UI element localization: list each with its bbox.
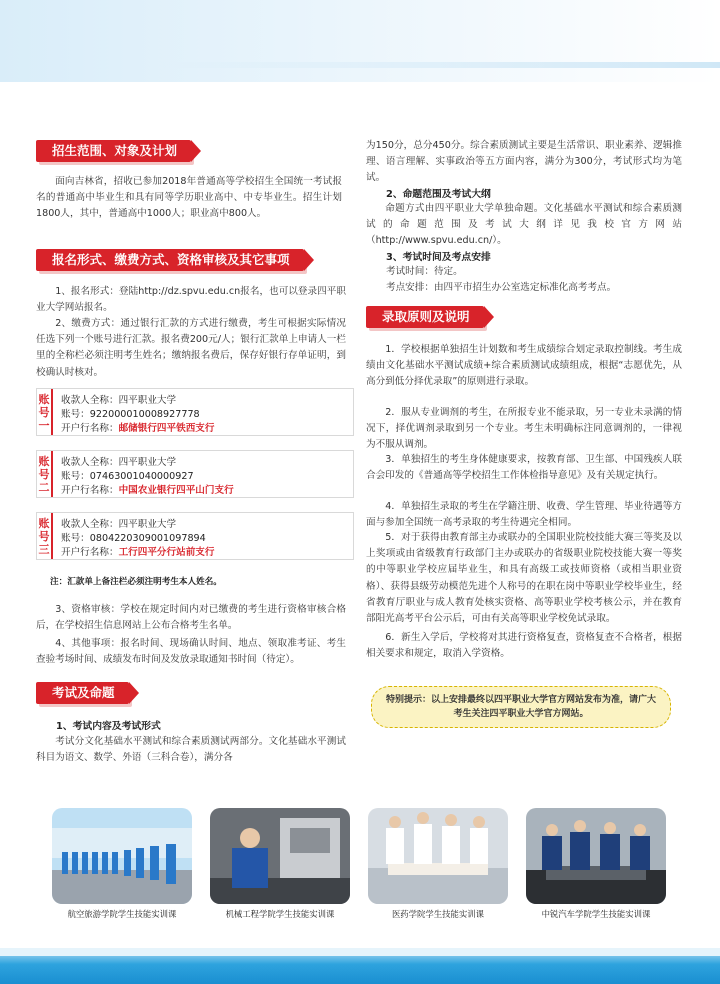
- number-label: 账号：: [61, 409, 90, 420]
- bottom-decorative-band: [0, 948, 720, 984]
- admission-item-5: 5．对于获得由教育部主办或联办的全国职业院校技能大赛三等奖及以上奖项或由省级教育行政部门主办或联办的省级职业院校技能大赛一等奖的中等职业学校应届毕业生，和具有高级工或技师资格（或相当职业资格）、获得县级劳动模范先进个人称号的在职在岗中等职业学校毕业生，经省教育厅职业与成人教育处核实资格、高等职业学校考核公示，并在教育部阳光高考平台公示后，可由有关高等职业学校免试录取。: [366, 532, 682, 625]
- account-payee: [61, 516, 176, 530]
- special-notice-box: 特别提示：以上安排最终以四平职业大学官方网站发布为准，请广大考生关注四平职业大学官方网站。: [371, 686, 671, 728]
- admission-item-3: 3．单独招生的考生身体健康要求，按教育部、卫生部、中国残疾人联合会印发的《普通高等学校招生工作体检指导意见》及有关规定执行。: [366, 454, 682, 482]
- photo-icon: [368, 808, 508, 904]
- scope-text: 面向吉林省，招收已参加2018年普通高等学校招生全国统一考试报名的普通高中毕业生和具有同等学历职业高中、中专毕业生。招生计划1800人，其中，普通高中1000人；职业高中800人。: [36, 176, 342, 220]
- reg-paragraph-2: 2、缴费方式：通过银行汇款的方式进行缴费，考生可根据实际情况任选下列一个账号进行汇款。报名费200元/人；银行汇款单上申请人一栏里的全称栏必须注明考生姓名；缴纳报名费后，保存好银行存单证明，到校确认时核对。: [36, 318, 346, 378]
- number-value: 922000010008927778: [89, 409, 200, 420]
- bank-value: 工行四平分行站前支行: [118, 547, 215, 558]
- bank-label: 开户行名称：: [61, 485, 119, 496]
- exam-time: 考试时间：待定。: [386, 266, 463, 277]
- reg-paragraph-4: 4、其他事项：报名时间、现场确认时间、地点、领取准考证、考生查验考场时间、成绩发布时间及发放录取通知书时间（待定）。: [36, 638, 346, 666]
- account-box-2: [36, 450, 354, 498]
- section-title-registration: 报名形式、缴费方式、资格审核及其它事项: [36, 249, 304, 271]
- photo-caption-mechanical: 机械工程学院学生技能实训课: [225, 909, 335, 919]
- photo-caption-automotive: 中锐汽车学院学生技能实训课: [541, 909, 651, 919]
- section-title-exam: 考试及命题: [36, 682, 129, 704]
- top-stripe: [160, 62, 720, 68]
- reg-paragraph-1: 1、报名形式：登陆http://dz.spvu.edu.cn报名，也可以登录四平职业大学网站报名。: [36, 286, 346, 314]
- payee-value: 四平职业大学: [118, 519, 177, 530]
- number-label: 账号：: [61, 471, 90, 482]
- reg-paragraph-3: 3、资格审核：学校在规定时间内对已缴费的考生进行资格审核合格后，在学校招生信息网站上公布合格考生名单。: [36, 604, 346, 632]
- exam-paragraph-1-continued: 为150分，总分450分。综合素质测试主要是生活常识、职业素养、逻辑推理、语言理解、实事政治等五方面内容，满分为300分，考试形式均为笔试。: [366, 140, 682, 184]
- photo-caption-medical: 医药学院学生技能实训课: [391, 909, 485, 919]
- photo-icon: [526, 808, 666, 904]
- payee-value: 四平职业大学: [118, 457, 177, 468]
- bottom-band-highlight: [0, 948, 720, 956]
- bank-value: 邮储银行四平铁西支行: [118, 423, 215, 434]
- account-number: [61, 468, 194, 482]
- exam-subheading-2: 2、命题范围及考试大纲: [386, 189, 491, 200]
- account-box-3: [36, 512, 354, 560]
- payee-label: 收款人全称：: [61, 519, 119, 530]
- account-bank: [61, 482, 234, 496]
- bank-label: 开户行名称：: [61, 547, 119, 558]
- bank-label: 开户行名称：: [61, 423, 119, 434]
- section-title-admission: 录取原则及说明: [366, 306, 484, 328]
- exam-subheading-1: 1、考试内容及考试形式: [56, 721, 161, 732]
- account-bank: [61, 544, 215, 558]
- account-box-1: [36, 388, 354, 436]
- payee-value: 四平职业大学: [118, 395, 177, 406]
- top-decorative-band: [0, 0, 720, 82]
- payee-label: 收款人全称：: [61, 395, 119, 406]
- account-number: [61, 530, 206, 544]
- bank-value: 中国农业银行四平山门支行: [118, 485, 234, 496]
- exam-subheading-3: 3、考试时间及考点安排: [386, 252, 491, 263]
- exam-paragraph-1: 考试分文化基础水平测试和综合素质测试两部分。文化基础水平测试科目为语文、数学、外语（三科合卷），满分各: [36, 736, 346, 764]
- exam-site: 考点安排：由四平市招生办公室选定标准化高考考点。: [386, 282, 617, 293]
- number-value: 0804220309001097894: [89, 533, 206, 544]
- account-tag: 账号三: [37, 513, 53, 559]
- photo-caption-aviation: 航空旅游学院学生技能实训课: [67, 909, 177, 919]
- section-title-scope: 招生范围、对象及计划: [36, 140, 191, 162]
- admission-item-2: 2．服从专业调剂的考生，在所报专业不能录取，另一专业未录满的情况下，择优调剂录取到另一个专业。考生未明确标注同意调剂的，一律视为不服从调剂。: [366, 407, 682, 451]
- account-bank: [61, 420, 215, 434]
- photo-medical: [368, 808, 508, 904]
- admission-item-6: 6．新生入学后，学校将对其进行资格复查，资格复查不合格者，根据相关要求和规定，取消入学资格。: [366, 632, 682, 660]
- photo-mechanical: [210, 808, 350, 904]
- number-value: 07463001040000927: [89, 471, 194, 482]
- account-payee: [61, 392, 176, 406]
- number-label: 账号：: [61, 533, 90, 544]
- admission-item-1: 1．学校根据单独招生计划数和考生成绩综合划定录取控制线。考生成绩由文化基础水平测试成绩+综合素质测试成绩组成，根据“志愿优先，从高分到低分择优录取”的原则进行录取。: [366, 344, 682, 388]
- account-tag: 账号一: [37, 389, 53, 435]
- exam-paragraph-2: 命题方式由四平职业大学单独命题。文化基础水平测试和综合素质测试的命题范围及考试大纲详见我校官方网站（http://www.spvu.edu.cn/）。: [366, 203, 682, 247]
- account-tag: 账号二: [37, 451, 53, 497]
- account-payee: [61, 454, 176, 468]
- account-number: [61, 406, 200, 420]
- payee-label: 收款人全称：: [61, 457, 119, 468]
- account-note: 注：汇款单上备注栏必须注明考生本人姓名。: [50, 577, 222, 587]
- photo-icon: [210, 808, 350, 904]
- photo-automotive: [526, 808, 666, 904]
- photo-icon: [52, 808, 192, 904]
- admission-item-4: 4．单独招生录取的考生在学籍注册、收费、学生管理、毕业待遇等方面与参加全国统一高考录取的考生待遇完全相同。: [366, 501, 682, 529]
- photo-aviation: [52, 808, 192, 904]
